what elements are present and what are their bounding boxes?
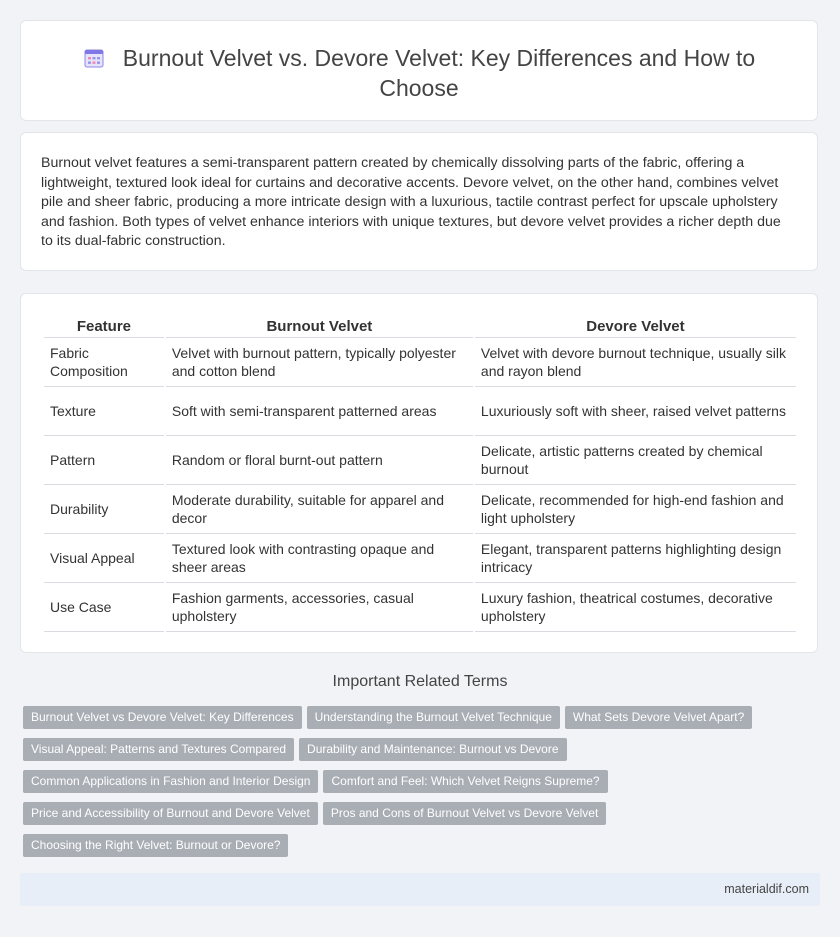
- cell-burnout: Moderate durability, suitable for apparel and decor: [166, 485, 473, 534]
- intro-paragraph: Burnout velvet features a semi-transparent pattern created by chemically dissolving parts of the fabric, offering a lightweight, textured look ideal for curtains and decorative accents. Devore velvet, on the other hand, combines velvet pile and sheer fabric, producing a more intricate design with a luxurious, tactile contrast perfect for upscale upholstery and fashion. Both types of velvet enhance interiors with unique textures, but devore velvet provides a richer depth due to its dual-fabric construction.: [41, 155, 781, 249]
- header-card: [20, 20, 818, 121]
- table-header-row: [44, 316, 796, 338]
- related-term-tag[interactable]: Durability and Maintenance: Burnout vs Devore: [299, 738, 566, 761]
- related-term-tag[interactable]: Choosing the Right Velvet: Burnout or Devore?: [23, 834, 288, 857]
- document-grid-icon: [83, 47, 105, 69]
- cell-burnout: Velvet with burnout pattern, typically polyester and cotton blend: [166, 338, 473, 387]
- related-terms-list: [23, 706, 813, 866]
- cell-feature: Fabric Composition: [44, 338, 164, 387]
- cell-feature: Visual Appeal: [44, 534, 164, 583]
- related-term-tag[interactable]: Common Applications in Fashion and Interior Design: [23, 770, 318, 793]
- footer-bar: [20, 873, 820, 906]
- table-row: [44, 338, 796, 387]
- cell-devore: Delicate, recommended for high-end fashion and light upholstery: [475, 485, 796, 534]
- table-row: [44, 387, 796, 436]
- page-title-text: Burnout Velvet vs. Devore Velvet: Key Differences and How to Choose: [122, 45, 756, 101]
- related-term-tag[interactable]: Comfort and Feel: Which Velvet Reigns Supreme?: [323, 770, 607, 793]
- cell-feature: Pattern: [44, 436, 164, 485]
- related-terms-heading: Important Related Terms: [332, 673, 508, 690]
- cell-feature: Use Case: [44, 583, 164, 632]
- related-term-tag[interactable]: Price and Accessibility of Burnout and Devore Velvet: [23, 802, 318, 825]
- cell-feature: Durability: [44, 485, 164, 534]
- cell-burnout: Fashion garments, accessories, casual upholstery: [166, 583, 473, 632]
- cell-devore: Elegant, transparent patterns highlighting design intricacy: [475, 534, 796, 583]
- related-term-tag[interactable]: Pros and Cons of Burnout Velvet vs Devore Velvet: [323, 802, 606, 825]
- comparison-card: [20, 293, 818, 653]
- related-term-tag[interactable]: Burnout Velvet vs Devore Velvet: Key Differences: [23, 706, 302, 729]
- cell-burnout: Soft with semi-transparent patterned areas: [166, 387, 473, 436]
- intro-card: [20, 132, 818, 271]
- cell-burnout: Random or floral burnt-out pattern: [166, 436, 473, 485]
- footer-site-link[interactable]: materialdif.com: [724, 882, 809, 896]
- cell-devore: Luxury fashion, theatrical costumes, decorative upholstery: [475, 583, 796, 632]
- cell-devore: Delicate, artistic patterns created by chemical burnout: [475, 436, 796, 485]
- cell-devore: Luxuriously soft with sheer, raised velvet patterns: [475, 387, 796, 436]
- cell-feature: Texture: [44, 387, 164, 436]
- page-title: [21, 43, 817, 103]
- comparison-table: [42, 316, 798, 632]
- related-term-tag[interactable]: Visual Appeal: Patterns and Textures Compared: [23, 738, 294, 761]
- header-devore: Devore Velvet: [475, 316, 796, 338]
- related-term-tag[interactable]: What Sets Devore Velvet Apart?: [565, 706, 752, 729]
- table-row: [44, 436, 796, 485]
- cell-devore: Velvet with devore burnout technique, usually silk and rayon blend: [475, 338, 796, 387]
- table-row: [44, 485, 796, 534]
- header-feature: Feature: [44, 316, 164, 338]
- related-term-tag[interactable]: Understanding the Burnout Velvet Technique: [307, 706, 560, 729]
- table-row: [44, 583, 796, 632]
- header-burnout: Burnout Velvet: [166, 316, 473, 338]
- table-row: [44, 534, 796, 583]
- cell-burnout: Textured look with contrasting opaque and sheer areas: [166, 534, 473, 583]
